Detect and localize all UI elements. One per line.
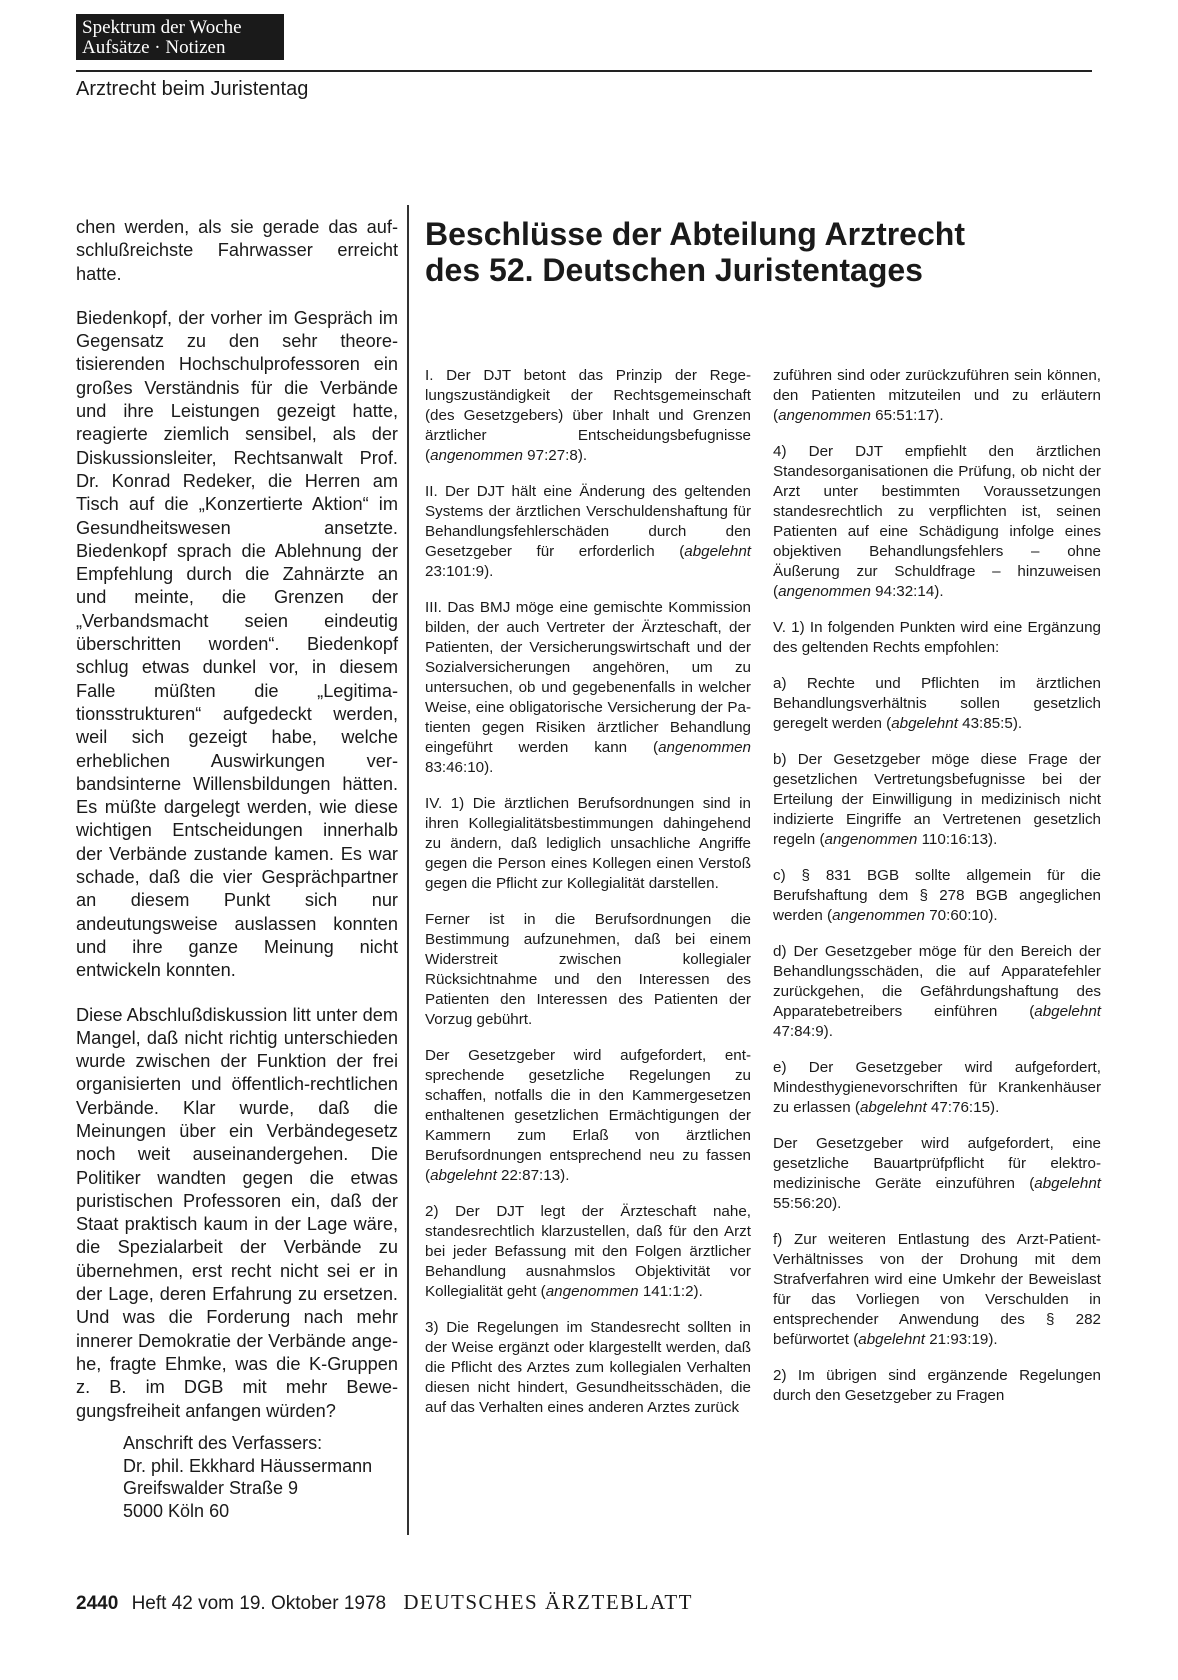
middle-resolution-3 xyxy=(425,598,751,778)
address-line-3: Greifswalder Straße 9 xyxy=(123,1478,299,1498)
right-resolution-3 xyxy=(773,618,1101,658)
resolution-text: II. Der DJT hält eine Änderung des geltenden Systems der ärztlichen Verschuldenshaftung für Behandlungsfehlerschäden durch den Gesetzgeber für erforderlich ( xyxy=(425,483,751,560)
vote-label: angenommen xyxy=(824,831,918,848)
header-box-line1: Spektrum der Woche xyxy=(82,17,242,38)
vote-count: 21:93:19). xyxy=(925,1331,998,1348)
left-paragraph-3: Diese Abschlußdiskussion litt unter dem Mangel, daß nicht richtig unterschieden wurde zwischen der Funktion der frei organisierten und öffentlich-rechtlichen Verbände. Klar wurde, daß die Meinungen über ein Verbändegesetz noch weit auseinandergehen. Die Politiker wandten gegen die etwas puristischen Professoren ein, daß der Staat praktisch kaum in der Lage wäre, die Spezialarbeit der Verbände zu übernehmen, erst recht nicht sei er in der Lage, deren Erfahrung zu ersetzen. Und was die Forderung nach mehr innerer Demokratie der Verbände angehe, fragte Ehmke, was die K-Gruppen z. B. im DGB mit mehr Bewegungsfreiheit anfangen würden? xyxy=(76,1004,398,1421)
resolution-text: e) Der Gesetzgeber wird aufgefordert, Mindesthygienevorschriften für Krankenhäuser zu erlassen ( xyxy=(773,1059,1101,1116)
vote-count: 47:84:9). xyxy=(773,1023,833,1040)
vote-label: angenommen xyxy=(430,447,523,464)
vote-label: abgelehnt xyxy=(430,1167,497,1184)
right-resolution-1 xyxy=(773,366,1101,426)
right-resolution-2 xyxy=(773,442,1101,602)
section-title: Arztrecht beim Juristentag xyxy=(76,78,309,100)
vote-count: 47:76:15). xyxy=(926,1099,1000,1116)
right-resolution-10 xyxy=(773,1230,1101,1350)
middle-resolution-4 xyxy=(425,794,751,894)
vote-label: abgelehnt xyxy=(1034,1003,1101,1020)
middle-resolution-7 xyxy=(425,1202,751,1302)
resolution-text: b) Der Gesetzgeber möge diese Frage der gesetzlichen Vertretungsbefugnisse bei der Erteilung der Einwilligung in medizinisch nicht indizierte Eingriffe an Vertretenen gesetzlich regeln ( xyxy=(773,751,1101,848)
resolution-text: V. 1) In folgenden Punkten wird eine Ergänzung des geltenden Rechts empfohlen: xyxy=(773,619,1101,656)
headline-line1: Beschlüsse der Abteilung Arztrecht xyxy=(425,216,965,252)
vote-count: 43:85:5). xyxy=(957,715,1023,732)
middle-resolution-5 xyxy=(425,910,751,1030)
section-header-box xyxy=(76,14,284,60)
resolution-text: 2) Der DJT legt der Ärzteschaft nahe, standesrechtlich klarzustellen, daß für den Arzt bei jeder Befassung mit den Folgen ärztlicher Behandlung ausnahmslos Objektivität vor Kollegialität geht ( xyxy=(425,1203,751,1300)
vote-label: angenommen xyxy=(778,407,871,424)
magazine-name: DEUTSCHES ÄRZTEBLATT xyxy=(403,1590,693,1614)
address-line-4: 5000 Köln 60 xyxy=(123,1500,230,1521)
right-resolution-5 xyxy=(773,750,1101,850)
address-line-1: Anschrift des Verfassers: xyxy=(123,1433,323,1453)
vote-count: 110:16:13). xyxy=(917,831,998,848)
vote-count: 70:60:10). xyxy=(924,907,998,924)
resolution-text: d) Der Gesetzgeber möge für den Bereich der Behandlungsschäden, die auf Apparatefehler zurückgehen, die Gefährdungshaftung des Apparatebetreibers einführen ( xyxy=(773,943,1101,1020)
vote-count: 83:46:10). xyxy=(425,759,494,776)
middle-column xyxy=(425,366,751,1434)
header-box-line2: Aufsätze · Notizen xyxy=(82,37,226,58)
vote-count: 22:87:13). xyxy=(496,1167,570,1184)
page-number: 2440 xyxy=(76,1593,119,1614)
vote-count: 141:1:2). xyxy=(638,1283,703,1300)
middle-resolution-6 xyxy=(425,1046,751,1186)
vote-label: angenommen xyxy=(832,907,925,924)
author-address xyxy=(123,1432,372,1522)
right-column xyxy=(773,366,1101,1422)
article-headline xyxy=(425,216,1085,288)
resolution-text: 3) Die Regelungen im Standesrecht sollten in der Weise ergänzt oder klargestellt werden, daß die Pflicht des Arztes zum kollegialen Verhalten diesen nicht hindert, Gesundheitsschäden, die auf das Verhalten eines anderen Arztes zurück xyxy=(425,1319,751,1416)
resolution-text: 4) Der DJT empfiehlt den ärztlichen Standesorganisationen die Prüfung, ob nicht der Arzt unter bestimmten Voraussetzungen standesrechtlich zu verpflichten ist, seinen Patienten auf eine Schädigung infolge eines objektiven Behandlungsfehlers – ohne Äußerung zur Schuldfrage – hinzuweisen ( xyxy=(773,443,1101,600)
resolution-text: a) Rechte und Pflichten im ärztlichen Behandlungsverhältnis sollen gesetzlich geregelt werden ( xyxy=(773,675,1101,732)
right-resolution-4 xyxy=(773,674,1101,734)
vote-count: 55:56:20). xyxy=(773,1195,842,1212)
vote-count: 97:27:8). xyxy=(522,447,588,464)
headline-line2: des 52. Deutschen Juristentages xyxy=(425,252,923,288)
resolution-text: IV. 1) Die ärztlichen Berufsordnungen sind in ihren Kollegialitätsbestimmungen dahingehend zu ändern, daß lediglich unsachliche Angriffe gegen die Person eines Kollegen einen Verstoß gegen die Pflicht zur Kollegialität darstellen. xyxy=(425,795,751,892)
right-resolution-11 xyxy=(773,1366,1101,1406)
vote-label: angenommen xyxy=(778,583,871,600)
top-rule xyxy=(76,70,1092,72)
middle-resolution-1 xyxy=(425,366,751,466)
resolution-text: 2) Im übrigen sind ergänzende Regelungen durch den Gesetzgeber zu Fragen xyxy=(773,1367,1101,1404)
resolution-text: Ferner ist in die Berufsordnungen die Bestimmung aufzunehmen, daß bei einem Widerstreit zwischen kollegialer Rücksichtnahme und den Interessen des Patienten den Interessen des Patienten der Vorzug gebührt. xyxy=(425,911,751,1028)
right-resolution-8 xyxy=(773,1058,1101,1118)
address-line-2: Dr. phil. Ekkhard Häussermann xyxy=(123,1455,373,1476)
vote-label: abgelehnt xyxy=(858,1331,925,1348)
vote-count: 65:51:17). xyxy=(870,407,944,424)
vote-label: angenommen xyxy=(545,1283,639,1300)
right-resolution-7 xyxy=(773,942,1101,1042)
right-resolution-9 xyxy=(773,1134,1101,1214)
resolution-text: Der Gesetzgeber wird aufgefordert, eine gesetzliche Bauartprüfpflicht für elektromedizinische Geräte einzuführen ( xyxy=(773,1135,1101,1192)
issue-info: Heft 42 vom 19. Oktober 1978 xyxy=(131,1593,387,1614)
left-paragraph-1: chen werden, als sie gerade das aufschlußreichste Fahrwasser erreicht hatte. xyxy=(76,217,398,284)
resolution-text: f) Zur weiteren Entlastung des Arzt-Patient-Verhältnisses von der Drohung mit dem Strafverfahren wird eine Umkehr der Beweislast für das Vorliegen von Verschulden in entsprechender Anwendung des § 282 befürwortet ( xyxy=(773,1231,1101,1348)
middle-resolution-8 xyxy=(425,1318,751,1418)
page-footer xyxy=(76,1590,693,1615)
resolution-text: III. Das BMJ möge eine gemischte Kommission bilden, der auch Vertreter der Ärzteschaft, der Patienten, der Versicherungswirtschaft und der Sozialversicherungen angehören, um zu untersuchen, ob und gegebenenfalls in welcher Weise, eine obligatorische Versicherung der Patienten gegen Risiken ärztlicher Behandlung eingeführt werden kann ( xyxy=(425,599,751,756)
resolution-text: Der Gesetzgeber wird aufgefordert, entsprechende gesetzliche Regelungen zu schaffen, notfalls die in den Kammergesetzen enthaltenen gesetzlichen Ermächtigungen der Kammern zum Erlaß von ärztlichen Berufsordnungen entsprechend neu zu fassen ( xyxy=(425,1047,751,1184)
vote-label: abgelehnt xyxy=(684,543,751,560)
column-divider xyxy=(407,205,409,1535)
left-column xyxy=(76,216,398,1444)
vote-label: abgelehnt xyxy=(891,715,958,732)
vote-count: 94:32:14). xyxy=(870,583,944,600)
right-resolution-6 xyxy=(773,866,1101,926)
left-paragraph-2: Biedenkopf, der vorher im Gespräch im Gegensatz zu den sehr theoretisierenden Hochschulprofessoren ein großes Verständnis für die Verbände und ihre Leistungen gezeigt hatte, reagierte ziemlich sensibel, als der Diskussionsleiter, Rechtsanwalt Prof. Dr. Konrad Redeker, die Herren am Tisch auf die „Konzertierte Aktion“ im Gesundheitswesen ansetzte. Biedenkopf sprach die Ablehnung der Empfehlung durch die Zahnärzte an und meinte, die Grenzen der „Verbandsmacht seien eindeutig überschritten worden“. Biedenkopf schlug etwas dunkel vor, in diesem Falle müßten die „Legitimationsstrukturen“ aufgedeckt werden, weil sich gezeigt habe, welche erheblichen Auswirkungen verbandsinterne Willensbildungen hätten. Es müßte dargelegt werden, wie diese wichtigen Entscheidungen innerhalb der Verbände zustande kamen. Es war schade, daß die vier Gesprächpartner an diesem Punkt sich nur andeutungsweise auslassen konnten und ihre ganze Meinung nicht entwickeln konnten. xyxy=(76,307,398,981)
vote-label: angenommen xyxy=(658,739,751,756)
vote-label: abgelehnt xyxy=(859,1099,927,1116)
vote-count: 23:101:9). xyxy=(425,563,494,580)
middle-resolution-2 xyxy=(425,482,751,582)
resolution-text: c) § 831 BGB sollte allgemein für die Berufshaftung dem § 278 BGB angeglichen werden ( xyxy=(773,867,1101,924)
vote-label: abgelehnt xyxy=(1034,1175,1101,1192)
resolution-text: zuführen sind oder zurückzuführen sein können, den Patienten mitzuteilen und zu erläutern ( xyxy=(773,367,1101,424)
resolution-text: I. Der DJT betont das Prinzip der Regelungszuständigkeit der Rechtsgemeinschaft (des Gesetzgebers) über Inhalt und Grenzen ärztlicher Entscheidungsbefugnisse ( xyxy=(425,367,751,464)
